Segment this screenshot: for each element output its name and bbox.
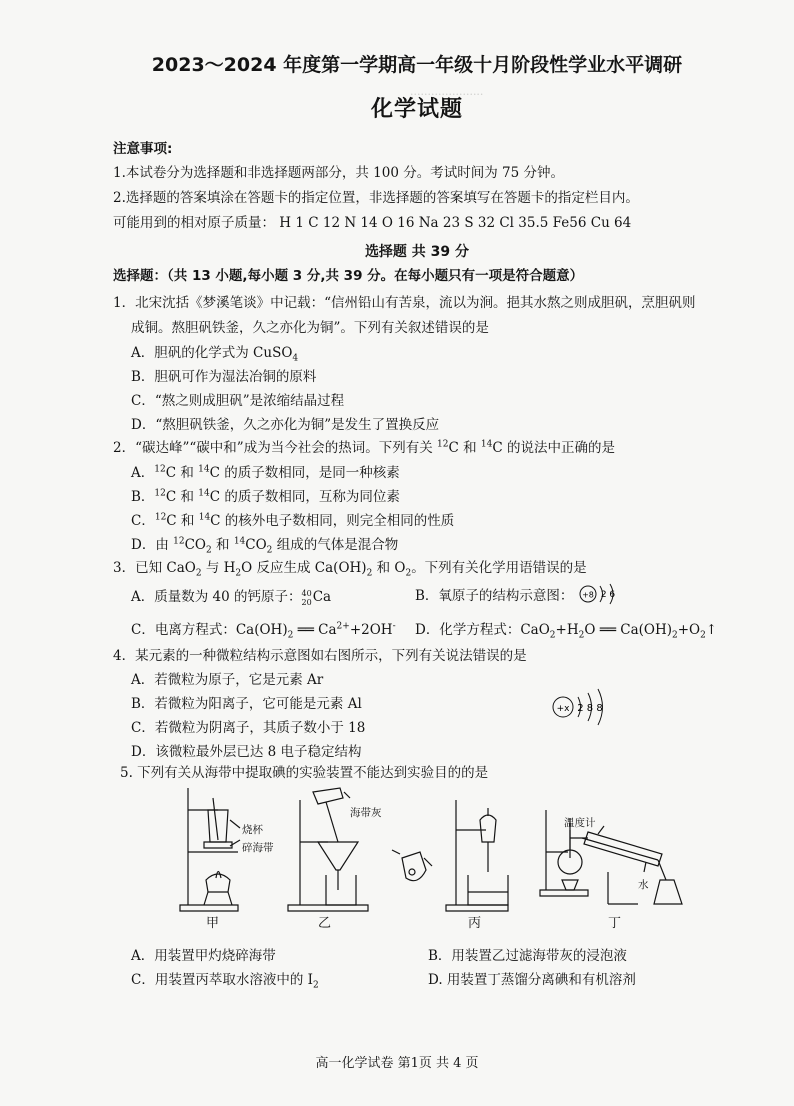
q1-option-c: C．“熬之则成胆矾”是浓缩结晶过程 [131, 393, 345, 409]
o-shell-label: 2 6 [600, 590, 615, 600]
q5-option-b: B．用装置乙过滤海带灰的浸泡液 [428, 948, 627, 964]
page-footer: 高一化学试卷 第1页 共 4 页 [315, 1056, 479, 1071]
q2-option-c: C．$^{12}$C 和 $^{14}$C 的核外电子数相同，则完全相同的性质 [131, 512, 455, 529]
apparatus-ding [540, 810, 682, 904]
label-seaweed: 碎海带 [242, 842, 274, 854]
label-bing: 丙 [468, 916, 482, 930]
q1-option-a: A．胆矾的化学式为 CuSO$_4$ [131, 345, 299, 364]
section-instruction: 选择题：（共 13 小题,每小题 3 分,共 39 分。在每小题只有一项是符合题意） [113, 268, 584, 284]
q4-option-d: D．该微粒最外层已达 8 电子稳定结构 [131, 744, 362, 760]
q2-option-d: D．由 $^{12}CO_2$ 和 $^{14}CO_2$ 组成的气体是混合物 [131, 536, 399, 556]
q4-option-a: A．若微粒为原子，它是元素 Ar [131, 672, 324, 688]
note-1: 1.本试卷分为选择题和非选择题两部分，共 100 分。考试时间为 75 分钟。 [113, 165, 564, 181]
subject-title: 化学试题 [370, 97, 463, 122]
apparatus-jia [180, 788, 240, 911]
q1-option-d: D．“熬胆矾铁釜，久之亦化为铜”是发生了置换反应 [131, 417, 440, 433]
apparatus-bing [392, 800, 508, 911]
label-ash: 海带灰 [350, 807, 382, 819]
iodine-extraction-apparatus [168, 780, 708, 930]
atomic-mass-line: 可能用到的相对原子质量： H 1 C 12 N 14 O 16 Na 23 S 32 Cl 35.5 Fe56 Cu 64 [113, 215, 632, 231]
label-thermometer: 温度计 [564, 817, 596, 829]
q3-option-d: D．化学方程式：$CaO_2+H_2O$ ══ $Ca(OH)_2+O_2↑$ [415, 622, 718, 641]
section-title: 选择题 共 39 分 [364, 244, 470, 260]
q5-option-d: D. 用装置丁蒸馏分离碘和有机溶剂 [428, 972, 636, 988]
oxygen-atom-diagram [578, 580, 624, 608]
bleed-through-text: ····················· [410, 88, 484, 101]
q3-option-a: A．质量数为 40 的钙原子： 40 20 Ca [131, 588, 332, 607]
q3-option-b: B．氧原子的结构示意图： +8 2 6 [415, 580, 624, 608]
notes-heading: 注意事项: [113, 141, 173, 157]
q4-stem: 4．某元素的一种微粒结构示意图如右图所示，下列有关说法错误的是 [113, 648, 527, 664]
label-yi: 乙 [318, 916, 332, 930]
q2-stem: 2．“碳达峰”“碳中和”成为当今社会的热词。下列有关 $^{12}$C 和 $^{14}$C 的说法中正确的是 [113, 439, 615, 456]
label-water: 水 [638, 879, 649, 891]
q3-option-c: C．电离方程式：$Ca(OH)_2$ ══ $Ca^{2+}+2OH^-$ [131, 621, 396, 641]
note-2: 2.选择题的答案填涂在答题卡的指定位置，非选择题的答案填写在答题卡的指定栏目内。 [113, 190, 639, 206]
particle-structure-diagram [548, 685, 620, 729]
o-nucleus-label: +8 [581, 590, 594, 600]
q4-nucleus-label: +x [556, 704, 570, 714]
q1-stem-1: 1．北宋沈括《梦溪笔谈》中记载：“信州铅山有苦泉，流以为涧。挹其水熬之则成胆矾，烹胆矾则 [113, 295, 696, 311]
label-jia: 甲 [206, 916, 220, 930]
label-ding: 丁 [608, 916, 622, 930]
q5-stem: 5. 下列有关从海带中提取碘的实验装置不能达到实验目的的是 [120, 765, 489, 781]
q4-shell-label: 2 8 8 [577, 703, 603, 714]
q4-option-b: B．若微粒为阳离子，它可能是元素 Al [131, 696, 362, 712]
q1-option-b: B．胆矾可作为湿法冶铜的原料 [131, 369, 317, 385]
exam-title: 2023～2024 年度第一学期高一年级十月阶段性学业水平调研 [151, 54, 683, 76]
q5-option-c: C．用装置丙萃取水溶液中的 $I_2$ [131, 972, 319, 991]
q4-option-c: C．若微粒为阴离子，其质子数小于 18 [131, 720, 366, 736]
q1-stem-2: 成铜。熬胆矾铁釜，久之亦化为铜”。下列有关叙述错误的是 [131, 320, 489, 336]
q2-option-a: A．$^{12}$C 和 $^{14}$C 的质子数相同，是同一种核素 [131, 464, 400, 481]
q3-stem: 3．已知 CaO$_2$ 与 $H_2O$ 反应生成 $Ca(OH)_2$ 和 $O_2$。下列有关化学用语错误的是 [113, 560, 587, 579]
q2-option-b: B．$^{12}$C 和 $^{14}$C 的质子数相同，互称为同位素 [131, 488, 400, 505]
label-beaker: 烧杯 [242, 824, 263, 836]
q5-option-a: A．用装置甲灼烧碎海带 [131, 948, 276, 964]
